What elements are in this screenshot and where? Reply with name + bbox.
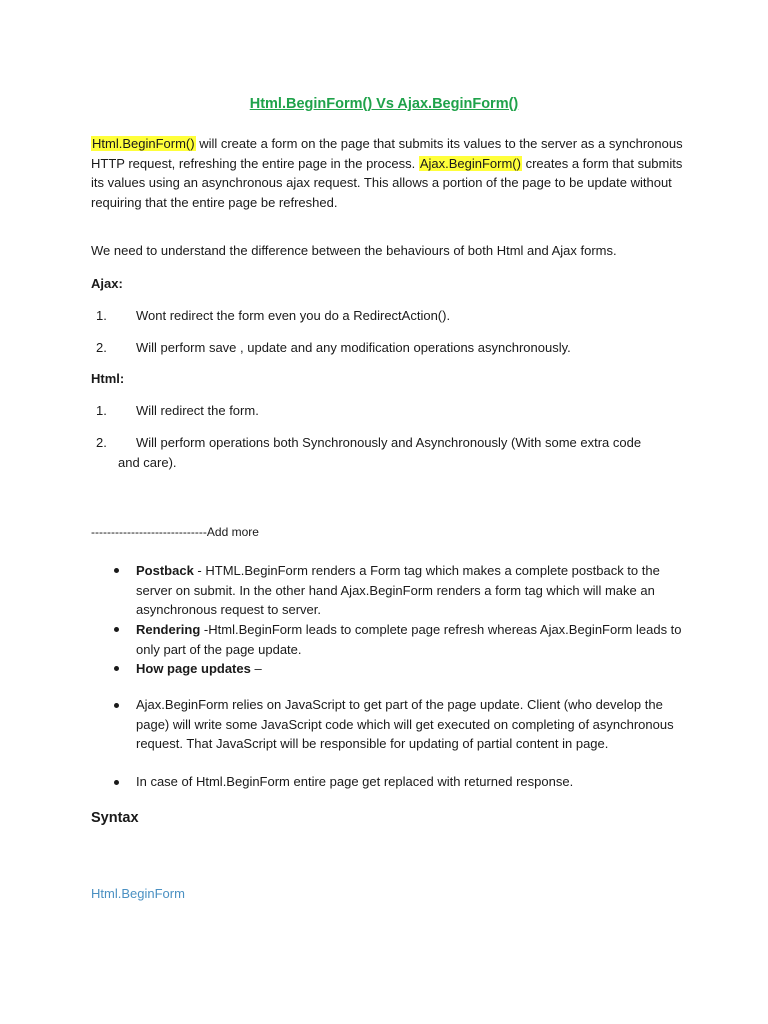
ajax-item-1-number: 1.: [96, 308, 107, 323]
html-item-2-number: 2.: [96, 435, 107, 450]
intro-text-2: creates a form that submits its values using an asynchronous ajax request. This allows a portion of the page to be update without requiring that the entire page be refreshed.: [91, 155, 683, 210]
bullet-postback-text: - HTML.BeginForm renders a Form tag which makes a complete postback to the server on submit. In the other hand Ajax.BeginForm renders a form tag which will make an asynchronous request to server.: [136, 563, 660, 617]
bullet-dot: [114, 780, 119, 785]
bullet-postback: [136, 561, 696, 620]
bullet-rendering: [136, 620, 696, 659]
highlight-html-beginform: Html.BeginForm(): [92, 136, 195, 151]
bullet-rendering-label: Rendering: [136, 622, 201, 637]
intro-text-1: will create a form on the page that submits its values to the server as a synchronous HTTP request, refreshing the entire page in the process.: [91, 136, 683, 171]
bullet-postback-label: Postback: [136, 563, 194, 578]
bullet-how-page-updates: [136, 659, 696, 679]
bullet-ajax-javascript: Ajax.BeginForm relies on JavaScript to get part of the page update. Client (who develop the page) will write some JavaScript code which will get executed on completing of asynchronous request. That JavaScript will be responsible for updating of partial content in page.: [136, 697, 674, 751]
ajax-item-1-text: Wont redirect the form even you do a RedirectAction().: [136, 308, 451, 323]
html-heading: Html:: [91, 371, 125, 386]
bullet-dot: [114, 568, 119, 573]
bullet-dot: [114, 627, 119, 632]
html-beginform-subheading: Html.BeginForm: [91, 886, 185, 901]
add-more-separator: -----------------------------Add more: [91, 525, 259, 539]
html-item-2-text: Will perform operations both Synchronously and Asynchronously (With some extra code: [136, 435, 642, 450]
bullet-dot: [114, 703, 119, 708]
highlight-ajax-beginform: Ajax.BeginForm(): [419, 155, 521, 171]
page-title: Html.BeginForm() Vs Ajax.BeginForm(): [249, 96, 519, 112]
bullet-dot: [114, 666, 119, 671]
html-item-1-text: Will redirect the form.: [136, 403, 259, 418]
html-item-2-continuation: and care).: [118, 455, 177, 470]
understand-paragraph: We need to understand the difference between the behaviours of both Html and Ajax forms.: [91, 243, 617, 258]
ajax-heading: Ajax:: [91, 276, 123, 291]
intro-paragraph: [91, 134, 691, 212]
bullet-how-page-updates-label: How page updates: [136, 661, 251, 676]
bullet-rendering-text: -Html.BeginForm leads to complete page refresh whereas Ajax.BeginForm leads to only part of the page update.: [136, 622, 682, 657]
ajax-item-2-number: 2.: [96, 340, 107, 355]
bullet-how-page-updates-text: –: [250, 661, 262, 676]
bullet-html-replace: In case of Html.BeginForm entire page get replaced with returned response.: [136, 774, 574, 789]
ajax-item-2-text: Will perform save , update and any modification operations asynchronously.: [136, 340, 571, 355]
syntax-heading: Syntax: [91, 810, 139, 826]
html-item-1-number: 1.: [96, 403, 107, 418]
